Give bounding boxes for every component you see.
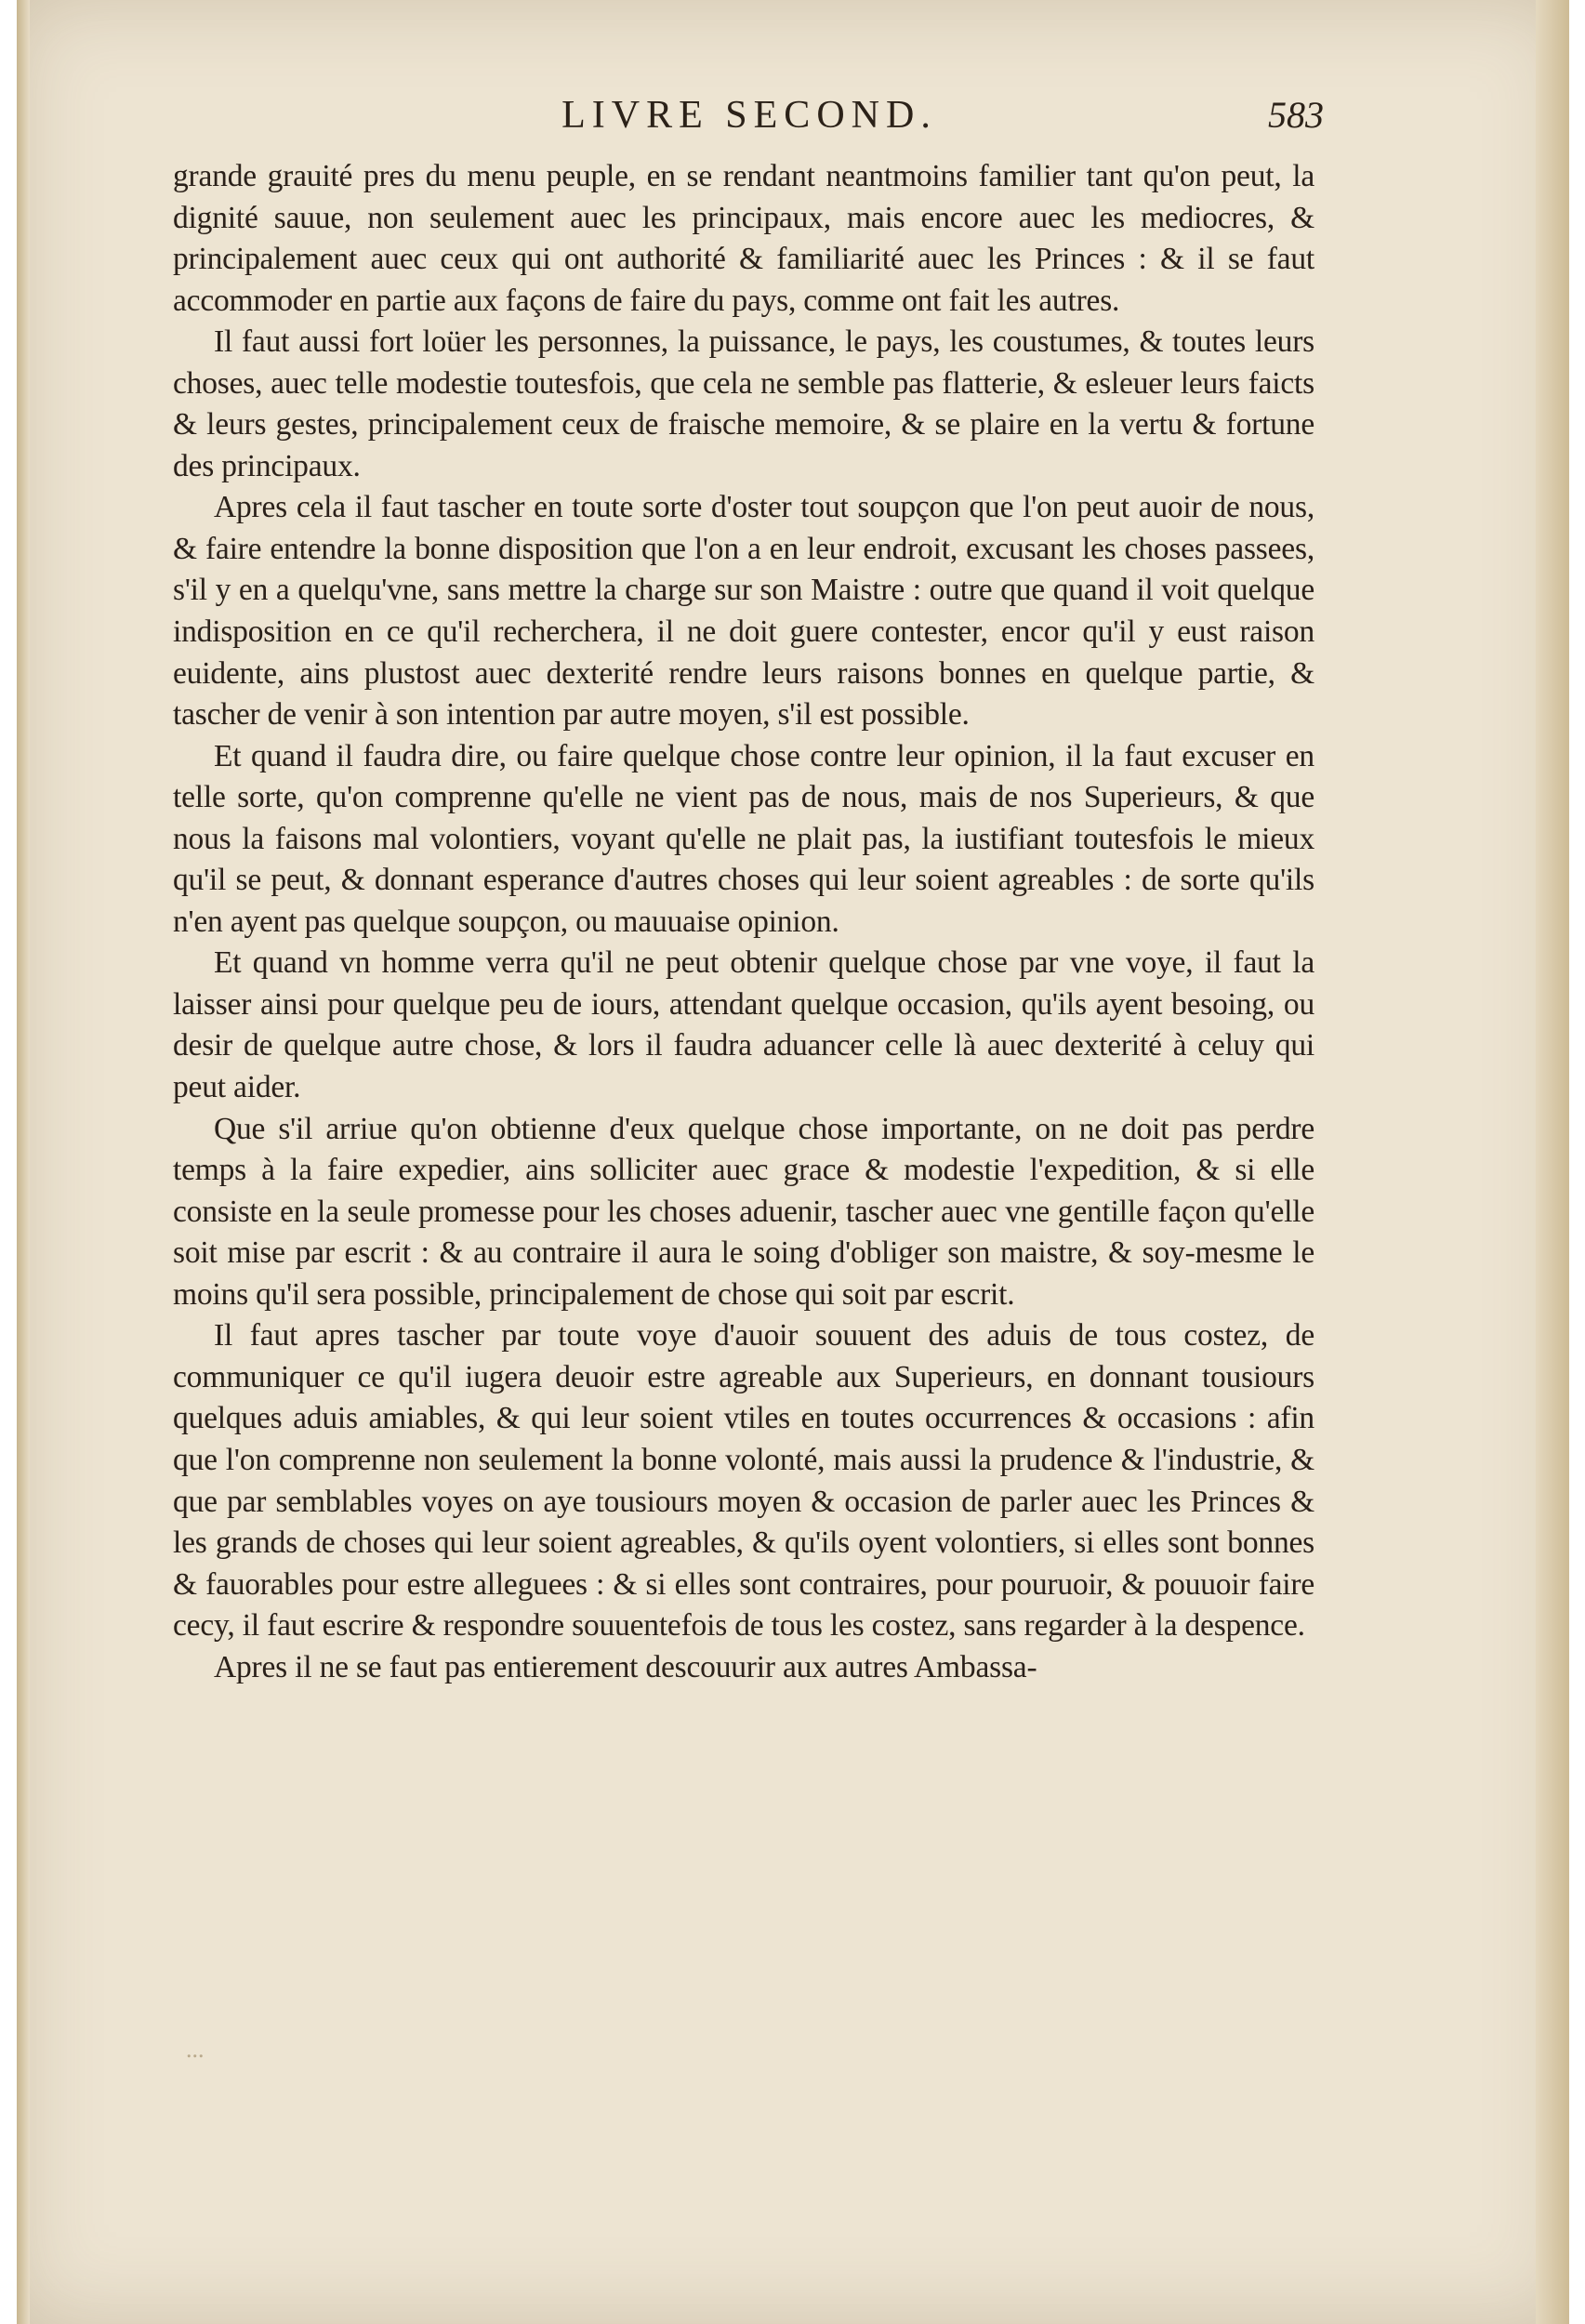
paragraph-2: Il faut aussi fort loüer les personnes, la puissance, le pays, les coustumes, & toutes leurs choses, auec telle modestie toutesfois, que cela ne semble pas flatterie, & esleuer leurs faicts & leurs gestes, principalement ceux de fraische memoire, & se plaire en la vertu & fortune des principaux. [173, 324, 1314, 483]
page-left-edge [17, 0, 30, 2324]
paragraph-5: Et quand vn homme verra qu'il ne peut obtenir quelque chose par vne voye, il faut la laisser ainsi pour quelque peu de iours, attendant quelque occasion, qu'ils ayent besoing, ou desir de quelque autre chose, & lors il faudra aduancer celle là auec dexterité à celuy qui peut aider. [173, 945, 1314, 1105]
page-header [175, 93, 1324, 152]
running-title: LIVRE SECOND. [561, 94, 937, 137]
paragraph-1: grande grauité pres du menu peuple, en se rendant neantmoins familier tant qu'on peut, la dignité sauue, non seulement auec les principaux, mais encore auec les mediocres, & principalement auec ceux qui ont authorité & familiarité auec les Princes : & il se faut accommoder en partie aux façons de faire du pays, comme ont fait les autres. [173, 159, 1314, 318]
page-right-edge [1536, 0, 1569, 2324]
paragraph-4: Et quand il faudra dire, ou faire quelque chose contre leur opinion, il la faut excuser en telle sorte, qu'on comprenne qu'elle ne vient pas de nous, mais de nos Superieurs, & que nous la faisons mal volontiers, voyant qu'elle ne plait pas, la iustifiant toutesfois le mieux qu'il se peut, & donnant esperance d'autres choses qui leur soient agreables : de sorte qu'ils n'en ayent pas quelque soupçon, ou mauuaise opinion. [173, 738, 1314, 939]
signature-mark: ... [186, 2036, 205, 2063]
paragraph-3: Apres cela il faut tascher en toute sorte d'oster tout soupçon que l'on peut auoir de nous, & faire entendre la bonne disposition que l'on a en leur endroit, excusant les choses passees, s'il y en a quelqu'vne, sans mettre la charge sur son Maistre : outre que quand il voit quelque indisposition en ce qu'il recherchera, il ne doit guere contester, encor qu'il y eust raison euidente, ains plustost auec dexterité rendre leurs raisons bonnes en quelque partie, & tascher de venir à son intention par autre moyen, s'il est possible. [173, 490, 1314, 733]
paragraph-6: Que s'il arriue qu'on obtienne d'eux quelque chose importante, on ne doit pas perdre temps à la faire expedier, ains solliciter auec grace & modestie l'expedition, & si elle consiste en la seule promesse pour les choses aduenir, tascher auec vne gentille façon qu'elle soit mise par escrit : & au contraire il aura le soing d'obliger son maistre, & soy-mesme le moins qu'il sera possible, principalement de chose qui soit par escrit. [173, 1111, 1314, 1312]
page-number: 583 [1268, 94, 1324, 136]
paragraph-8: Apres il ne se faut pas entierement descouurir aux autres Ambassa- [214, 1649, 1037, 1684]
body-text [173, 156, 1314, 1688]
paragraph-7: Il faut apres tascher par toute voye d'auoir souuent des aduis de tous costez, de communiquer ce qu'il iugera deuoir estre agreable aux Superieurs, en donnant tousiours quelques aduis amiables, & qui leur soient vtiles en toutes occurrences & occasions : afin que l'on comprenne non seulement la bonne volonté, mais aussi la prudence & l'industrie, & que par semblables voyes on aye tousiours moyen & occasion de parler auec les Princes & les grands de choses qui leur soient agreables, & qu'ils oyent volontiers, si elles sont bonnes & fauorables pour estre alleguees : & si elles sont contraires, pour pouruoir, & pouuoir faire cecy, il faut escrire & respondre souuentefois de tous les costez, sans regarder à la despence. [173, 1318, 1314, 1644]
